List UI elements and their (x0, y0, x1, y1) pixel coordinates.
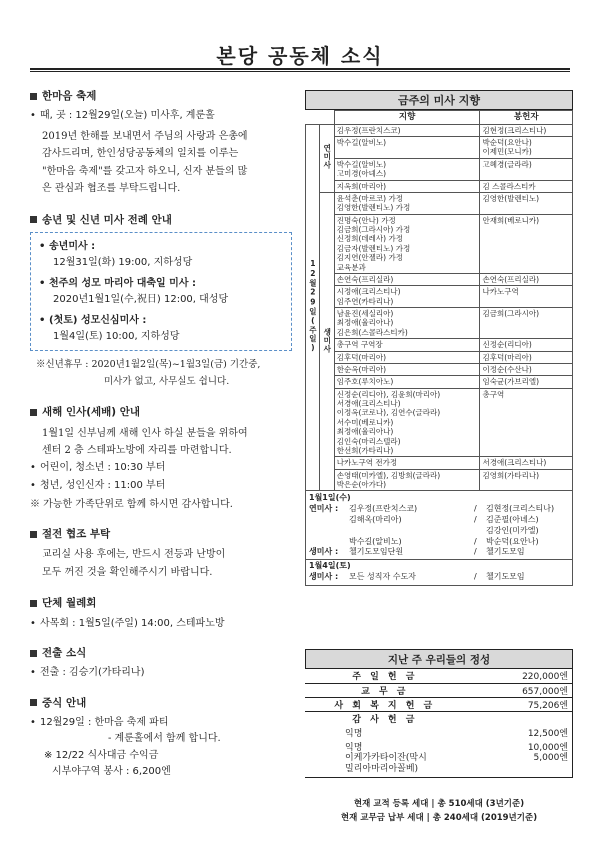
heading-text: 송년 및 신년 미사 전례 안내 (42, 213, 172, 226)
group-label: 생미사 (322, 327, 332, 354)
lunch-line: • 12월29일 : 한마음 축제 파티 (30, 715, 295, 731)
thanks-name: 익명 (345, 742, 363, 753)
thanks-header-row (305, 711, 573, 725)
intention-cell: 박수길(알비노) 고미경(아녜스) (334, 158, 480, 180)
power-paragraph (30, 546, 295, 581)
intention-cell: 손연숙(프리실라) (334, 273, 480, 285)
jan-offerer: 김강인(미카엘) (486, 525, 539, 535)
table-row (306, 308, 573, 339)
offerer-cell: 서경애(크리스티나) (480, 457, 573, 469)
intention-cell: 총구역 구역장 (334, 339, 480, 351)
intention-cell: 신정순(리디아), 김윤희(마리아) 서경애(크리스티나) 이정옥(코로나), 김연수(글라라) 서수미(베로니카) 최정애(율리아나) 김인숙(마리스텔라) 한선희(가타리나) (334, 388, 480, 457)
jan-intention (349, 526, 474, 537)
mass-item-label: • (첫토) 성모신심미사 : (39, 313, 283, 329)
intention-cell: 진명숙(안나) 가정 김금희(그라시아) 가정 신정희(데레사) 가정 김금자(발렌티노) 가정 김지연(안젤라) 가정 교육분과 (334, 214, 480, 273)
group-label: 연미사 (322, 144, 332, 170)
square-bullet-icon (30, 93, 37, 100)
intention-cell: 나카노구역 전가정 (334, 457, 480, 469)
thanks-amount: 5,000엔 (465, 753, 573, 777)
jan-row (309, 537, 569, 548)
greeting-note: ※ 가능한 가족단위로 함께 하시면 감사합니다. (30, 498, 233, 510)
col-offerer: 봉헌자 (480, 111, 573, 125)
table-row (306, 363, 573, 375)
heading-text: 새해 인사(세배) 안내 (42, 406, 141, 419)
offering-row (305, 683, 573, 697)
meeting-line: • 사목회 : 1월5일(주일) 14:00, 스테파노방 (30, 616, 295, 632)
intention-cell: 김후덕(마리아) (334, 351, 480, 363)
jan-type: 생미사 : (309, 571, 339, 581)
jan-sep: / (474, 504, 477, 514)
jan-offerer: 김현정(크리스티나) (486, 504, 555, 514)
intention-cell: 박수길(알비노) (334, 137, 480, 159)
jan-sep: / (474, 571, 477, 581)
mass-schedule-box (30, 232, 292, 351)
offering-title: 지난 주 우리들의 정성 (305, 649, 573, 669)
intention-cell: 한순옥(마리아) (334, 363, 480, 375)
thanks-label: 감 사 헌 금 (352, 714, 418, 725)
offering-amount: 657,000엔 (465, 683, 573, 697)
festival-paragraph (30, 128, 295, 198)
jan-offerer: 박순덕(요안나) (486, 536, 539, 546)
mass-table (305, 110, 573, 491)
table-row (306, 192, 573, 214)
table-row (306, 286, 573, 308)
section-lunch (30, 695, 295, 779)
jan-intention: 김우정(프란치스코) (349, 504, 418, 514)
section-heading (30, 88, 295, 104)
blank-cell (306, 111, 320, 125)
table-header-row (306, 111, 573, 125)
para-line: 교리실 사용 후에는, 반드시 전등과 난방이 (42, 549, 226, 561)
jan-sep: / (474, 536, 477, 546)
transfer-line: • 전출 : 김승기(가타리나) (30, 665, 295, 681)
col-intention: 지향 (334, 111, 480, 125)
jan-type: 생미사 : (309, 547, 339, 557)
jan-intention: 김해옥(마리아) (349, 514, 402, 524)
jan-masses (305, 491, 573, 585)
table-row (306, 214, 573, 273)
mass-item-label: • 송년미사 : (39, 239, 283, 255)
para-line: 1월1일 신부님께 새해 인사 하실 분들을 위하여 (42, 427, 248, 439)
jan-sep: / (474, 514, 477, 524)
greeting-time-adults: • 청년, 성인신자 : 11:00 부터 (30, 478, 295, 494)
section-year-end-mass (30, 212, 295, 391)
offering-row (305, 697, 573, 711)
heading-text: 전출 소식 (42, 647, 87, 660)
para-line: 2019년 한해를 보내면서 주님의 사랑과 은총에 (42, 130, 248, 142)
square-bullet-icon (30, 650, 37, 657)
footer-registered: 현재 교적 등록 세대 | 총 510세대 (3년기준) (353, 799, 525, 809)
section-heading (30, 595, 295, 611)
offerer-cell: 김영한(발렌티노) (480, 192, 573, 214)
holiday-note (30, 357, 295, 390)
jan4-label: 1월4일(토) (306, 559, 572, 572)
thanks-row (305, 725, 573, 739)
section-new-year-greeting (30, 404, 295, 512)
jan-type (309, 515, 349, 526)
thanks-row (305, 739, 573, 753)
jan-type (309, 537, 349, 548)
thanks-amount: 10,000엔 (465, 739, 573, 753)
footer-tithe: 현재 교무금 납부 세대 | 총 240세대 (2019년기준) (340, 812, 538, 823)
blank-cell (320, 111, 334, 125)
section-heading (30, 404, 295, 420)
table-row (306, 158, 573, 180)
thanks-name: 이케가카타이잔(막시 밀리아마리아꼴베) (305, 753, 465, 777)
heading-text: 한마음 축제 (42, 90, 97, 102)
section-festival (30, 88, 295, 198)
para-line: 모두 꺼진 것을 확인해주시기 바랍니다. (42, 566, 213, 578)
thanks-blank (465, 711, 573, 725)
greeting-paragraph (30, 425, 295, 460)
para-line: "한마음 축제"를 갖고자 하오니, 신자 분들의 많 (42, 165, 248, 177)
table-row (306, 376, 573, 388)
table-row (306, 339, 573, 351)
offerer-cell: 신정순(리디아) (480, 339, 573, 351)
date-label: 12월29일(주일) (308, 259, 318, 354)
table-row (306, 273, 573, 285)
table-row (306, 124, 573, 136)
heading-text: 절전 협조 부탁 (42, 528, 111, 541)
offerer-cell: 고혜경(글라라) (480, 158, 573, 180)
section-monthly-meeting (30, 595, 295, 631)
intention-cell: 지옥희(마리아) (334, 180, 480, 192)
heading-text: 단체 월례회 (42, 597, 97, 610)
square-bullet-icon (30, 216, 37, 223)
title-divider (30, 68, 570, 70)
mass-item-detail: 12월31일(화) 19:00, 지하성당 (53, 256, 193, 268)
offering-amount: 220,000엔 (465, 669, 573, 683)
jan-intention: 박수길(알비노) (349, 536, 402, 546)
intention-cell: 윤석춘(마르코) 가정 김영한(발렌티노) 가정 (334, 192, 480, 214)
offerer-cell: 손연숙(프리실라) (480, 273, 573, 285)
jan-sep: / (474, 547, 477, 557)
jan-offerer: 첼기도모임 (486, 547, 525, 557)
note-line: ※신년휴무 : 2020년1월2일(목)~1월3일(금) 기간중, (36, 359, 261, 371)
jan-offerer: 김준필(아녜스) (486, 514, 539, 524)
festival-when: • 때, 곳 : 12월29일(오늘) 미사후, 계룬홀 (30, 108, 295, 124)
offering-label: 교 무 금 (305, 683, 465, 697)
mass-item-detail: 1월4일(토) 10:00, 지하성당 (53, 330, 180, 342)
jan-offerer: 첼기도모임 (486, 571, 525, 581)
offerer-cell: 김현정(크리스티나) (480, 124, 573, 136)
offerer-cell: 임숙균(가브리엘) (480, 376, 573, 388)
group-cell-living (320, 192, 334, 491)
jan-type (309, 526, 349, 537)
section-heading (30, 645, 295, 661)
table-row (306, 351, 573, 363)
intention-cell: 시정애(크리스티나) 임주연(카타리나) (334, 286, 480, 308)
jan-row (309, 526, 569, 537)
lunch-line: ※ 12/22 식사대금 수익금 (44, 750, 159, 762)
offerer-cell: 이정순(수산나) (480, 363, 573, 375)
jan-intention: 모든 성직자 수도자 (349, 571, 416, 581)
group-cell-memorial (320, 124, 334, 192)
offerer-cell: 박순덕(요안나) 이제민(모니카) (480, 137, 573, 159)
intention-cell: 손영태(미카엘), 김방희(글라라) 박은순(아가다) (334, 469, 480, 491)
table-row (306, 457, 573, 469)
table-row (306, 180, 573, 192)
lunch-line: 시부야구역 봉사 : 6,200엔 (52, 765, 171, 777)
para-line: 은 관심과 협조를 부탁드립니다. (42, 183, 181, 195)
offerer-cell: 김영희(가타리나) (480, 469, 573, 491)
jan-row (309, 547, 569, 558)
jan1-label: 1월1일(수) (309, 493, 351, 503)
square-bullet-icon (30, 699, 37, 706)
offering-label: 사 회 복 지 헌 금 (305, 697, 465, 711)
offerer-cell: 김 스콜라스티카 (480, 180, 573, 192)
offerer-cell: 총구역 (480, 388, 573, 457)
section-heading (30, 526, 295, 542)
section-transfer (30, 645, 295, 681)
date-cell (306, 124, 320, 491)
square-bullet-icon (30, 600, 37, 607)
offering-label: 주 일 헌 금 (305, 669, 465, 683)
jan-sep (474, 526, 486, 537)
offering-amount: 75,206엔 (465, 697, 573, 711)
offerer-cell: 안재희(베로니카) (480, 214, 573, 273)
square-bullet-icon (30, 531, 37, 538)
thanks-row (305, 753, 573, 777)
table-row (306, 388, 573, 457)
para-line: 감사드리며, 한인성당공동체의 일치를 이루는 (42, 148, 239, 160)
mass-intentions-panel (305, 90, 573, 586)
table-row (306, 137, 573, 159)
offering-row (305, 669, 573, 683)
offerer-cell: 김후덕(마리아) (480, 351, 573, 363)
heading-text: 중식 안내 (42, 696, 87, 709)
offerer-cell: 나카노구역 (480, 286, 573, 308)
jan4-rows (309, 572, 569, 583)
mass-item-label: • 천주의 성모 마리아 대축일 미사 : (39, 276, 283, 292)
para-line: 센터 2 층 스테파노방에 자리를 마련합니다. (42, 445, 232, 457)
lunch-line: - 계룬홀에서 함께 합니다. (108, 732, 221, 744)
title-divider-thin (30, 71, 570, 72)
section-heading (30, 212, 295, 228)
intention-cell: 김우정(프란치스코) (334, 124, 480, 136)
thanks-amount: 12,500엔 (465, 725, 573, 739)
jan-row (309, 515, 569, 526)
jan1-rows (309, 504, 569, 558)
thanks-name: 익명 (345, 728, 363, 739)
left-column (30, 80, 295, 779)
square-bullet-icon (30, 409, 37, 416)
page-title: 본당 공동체 소식 (216, 44, 384, 68)
offering-panel (305, 649, 573, 778)
mass-item-detail: 2020년1월1일(수,祝日) 12:00, 대성당 (53, 293, 229, 305)
intention-cell: 남윤진(세실리아) 최정애(율리아나) 김은희(스콜라스티카) (334, 308, 480, 339)
offering-table (305, 669, 573, 778)
footer-stats (305, 798, 573, 825)
section-power-saving (30, 526, 295, 581)
jan-type: 연미사 : (309, 504, 339, 514)
section-heading (30, 695, 295, 711)
intention-cell: 임주호(루치아노) (334, 376, 480, 388)
offerer-cell: 김금희(그라시아) (480, 308, 573, 339)
jan-row (309, 504, 569, 515)
mass-title: 금주의 미사 지향 (305, 90, 573, 110)
table-row (306, 469, 573, 491)
jan-intention: 첼기도모임단원 (349, 547, 404, 557)
greeting-time-children: • 어린이, 청소년 : 10:30 부터 (30, 460, 295, 476)
note-line: 미사가 없고, 사무실도 쉽니다. (104, 375, 230, 387)
jan-row (309, 572, 569, 583)
